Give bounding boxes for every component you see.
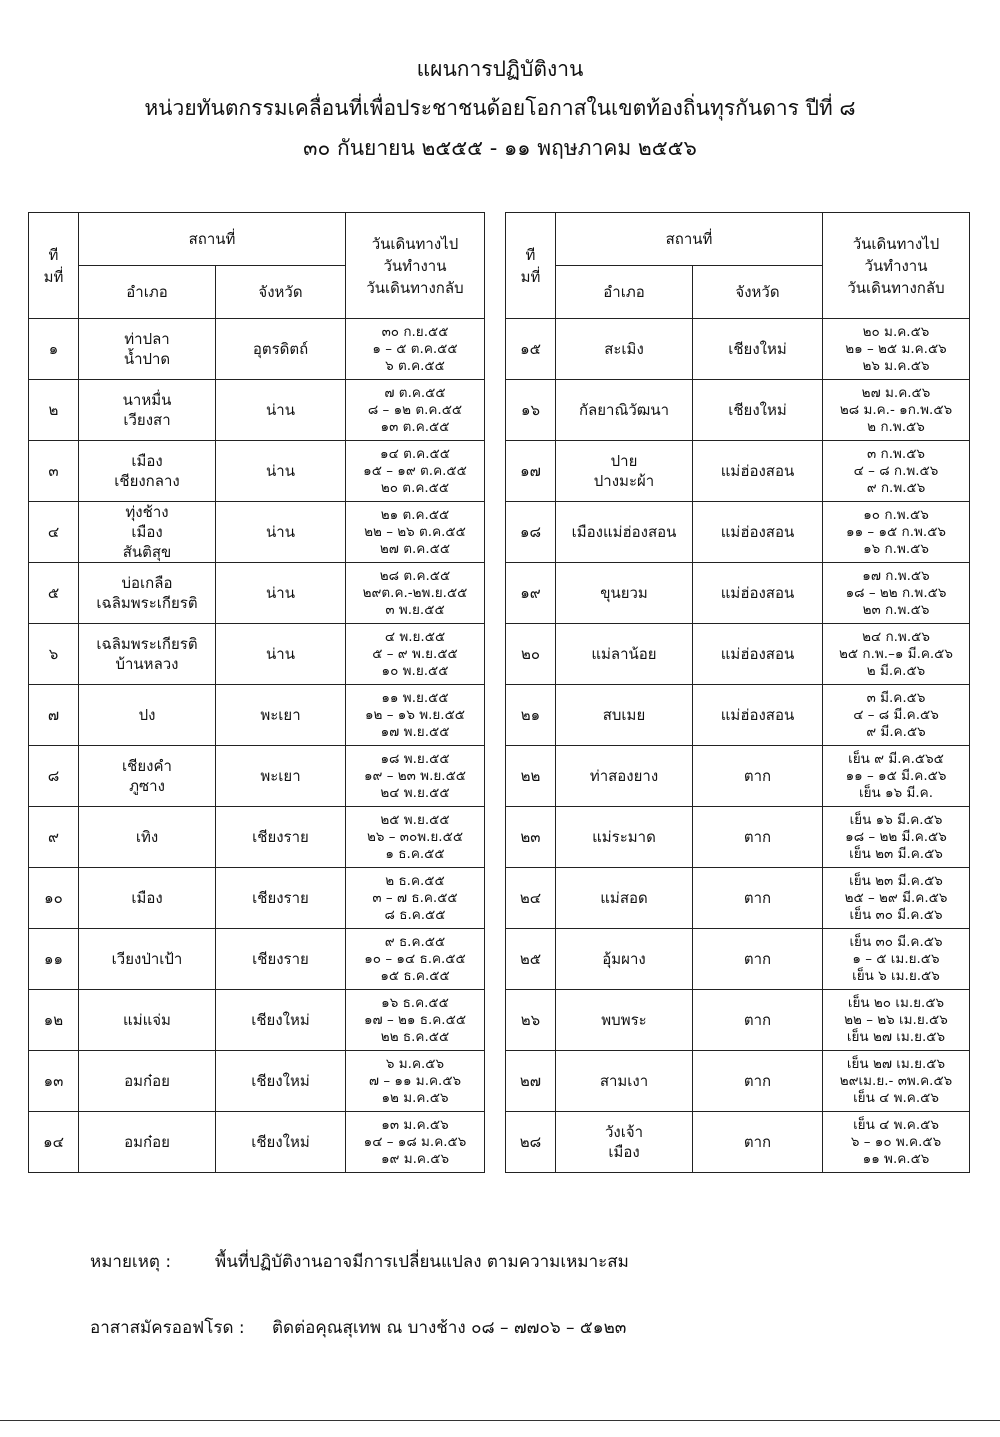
district-cell: เทิง xyxy=(79,807,216,868)
date-go: ๑๗ ก.พ.๕๖ xyxy=(862,567,930,584)
province-cell: พะเยา xyxy=(216,746,346,807)
date-go: ๑๑ พ.ย.๕๕ xyxy=(381,689,449,706)
table-row xyxy=(29,624,485,685)
district-cell: ขุนยวม xyxy=(556,563,693,624)
district-cell: กัลยาณิวัฒนา xyxy=(556,380,693,441)
table-row xyxy=(506,868,970,929)
date-go: ๑๐ ก.พ.๕๖ xyxy=(863,506,929,523)
table-row xyxy=(29,807,485,868)
team-number: ๕ xyxy=(29,563,79,624)
district-cell: อมก๋อย xyxy=(79,1112,216,1173)
dates-cell xyxy=(823,319,970,380)
team-number: ๒๑ xyxy=(506,685,556,746)
dates-cell xyxy=(346,502,485,563)
date-work: ๔ – ๘ มี.ค.๕๖ xyxy=(853,706,939,723)
date-go: ๑๓ ม.ค.๕๖ xyxy=(381,1116,449,1133)
date-back: ๒๓ ก.พ.๕๖ xyxy=(862,601,930,618)
schedule-table-left xyxy=(28,212,485,1173)
date-back: ๘ ธ.ค.๕๕ xyxy=(384,906,446,923)
dates-cell xyxy=(823,929,970,990)
table-row xyxy=(29,502,485,563)
header-province: จังหวัด xyxy=(693,266,823,319)
remark-text: พื้นที่ปฏิบัติงานอาจมีการเปลี่ยนแปลง ตามความเหมาะสม xyxy=(215,1252,629,1272)
dates-cell xyxy=(823,685,970,746)
province-cell: น่าน xyxy=(216,380,346,441)
team-number: ๔ xyxy=(29,502,79,563)
dates-cell xyxy=(346,319,485,380)
team-number: ๗ xyxy=(29,685,79,746)
date-work: ๑๑ – ๑๕ ก.พ.๕๖ xyxy=(846,523,946,540)
province-cell: น่าน xyxy=(216,441,346,502)
dates-cell xyxy=(823,1051,970,1112)
date-back: ๑ ธ.ค.๕๕ xyxy=(385,845,445,862)
remark-label: หมายเหตุ : xyxy=(90,1252,172,1272)
dates-cell xyxy=(823,441,970,502)
header-district: อำเภอ xyxy=(556,266,693,319)
header-place: สถานที่ xyxy=(79,213,346,266)
dates-cell xyxy=(823,380,970,441)
table-row xyxy=(506,1051,970,1112)
district-cell: ท่าสองยาง xyxy=(556,746,693,807)
district-cell: สะเมิง xyxy=(556,319,693,380)
team-number: ๒๐ xyxy=(506,624,556,685)
team-number: ๖ xyxy=(29,624,79,685)
table-row xyxy=(506,441,970,502)
dates-cell xyxy=(346,929,485,990)
district-cell: แม่สอด xyxy=(556,868,693,929)
dates-cell xyxy=(823,563,970,624)
date-back: ๑๖ ก.พ.๕๖ xyxy=(863,540,929,557)
date-work: ๒๕ ก.พ.–๑ มี.ค.๕๖ xyxy=(839,645,953,662)
table-row xyxy=(29,929,485,990)
table-row xyxy=(506,990,970,1051)
province-cell: แม่ฮ่องสอน xyxy=(693,441,823,502)
date-work: ๒๒ – ๒๖ ต.ค.๕๕ xyxy=(364,523,466,540)
volunteer-label: อาสาสมัครออฟโรด : xyxy=(90,1318,245,1338)
date-back: ๑๓ ต.ค.๕๕ xyxy=(380,418,450,435)
dates-cell xyxy=(823,502,970,563)
date-back: ๒๔ พ.ย.๕๕ xyxy=(380,784,450,801)
team-number: ๙ xyxy=(29,807,79,868)
table-row xyxy=(29,746,485,807)
date-go: ๒๐ ม.ค.๕๖ xyxy=(862,323,930,340)
district-cell: พบพระ xyxy=(556,990,693,1051)
date-work: ๑๑ – ๑๕ มี.ค.๕๖ xyxy=(845,767,947,784)
doc-title-line3: ๓๐ กันยายน ๒๕๕๕ - ๑๑ พฤษภาคม ๒๕๕๖ xyxy=(303,136,697,160)
date-go: ๖ ม.ค.๕๖ xyxy=(385,1055,445,1072)
team-number: ๑๗ xyxy=(506,441,556,502)
date-back: เย็น ๑๖ มี.ค. xyxy=(859,784,933,801)
table-row xyxy=(29,380,485,441)
date-go: เย็น ๓๐ มี.ค.๕๖ xyxy=(849,933,943,950)
date-go: ๓ ก.พ.๕๖ xyxy=(867,445,925,462)
district-cell: แม่แจ่ม xyxy=(79,990,216,1051)
date-go: ๒๔ ก.พ.๕๖ xyxy=(862,628,930,645)
dates-cell xyxy=(346,624,485,685)
date-back: ๓ พ.ย.๕๕ xyxy=(385,601,445,618)
team-number: ๓ xyxy=(29,441,79,502)
date-work: ๒๘ ม.ค.- ๑ก.พ.๕๖ xyxy=(839,401,953,418)
doc-title-line2: หน่วยทันตกรรมเคลื่อนที่เพื่อประชาชนด้อยโอกาสในเขตท้องถิ่นทุรกันดาร ปีที่ ๘ xyxy=(144,96,856,120)
date-go: เย็น ๒๗ เม.ย.๕๖ xyxy=(846,1055,946,1072)
province-cell: ตาก xyxy=(693,1051,823,1112)
province-cell: ตาก xyxy=(693,990,823,1051)
date-back: ๒๖ ม.ค.๕๖ xyxy=(862,357,930,374)
date-work: ๒๖ – ๓๐พ.ย.๕๕ xyxy=(366,828,464,845)
table-row xyxy=(506,502,970,563)
table-row xyxy=(29,563,485,624)
dates-cell xyxy=(346,1112,485,1173)
province-cell: น่าน xyxy=(216,502,346,563)
district-cell: บ่อเกลือ เฉลิมพระเกียรติ xyxy=(79,563,216,624)
date-work: ๑๔ – ๑๘ ม.ค.๕๖ xyxy=(363,1133,467,1150)
province-cell: เชียงราย xyxy=(216,807,346,868)
header-place: สถานที่ xyxy=(556,213,823,266)
header-district: อำเภอ xyxy=(79,266,216,319)
province-cell: พะเยา xyxy=(216,685,346,746)
dates-cell xyxy=(346,990,485,1051)
district-cell: สามเงา xyxy=(556,1051,693,1112)
province-cell: เชียงใหม่ xyxy=(693,319,823,380)
province-cell: ตาก xyxy=(693,807,823,868)
date-go: เย็น ๒๓ มี.ค.๕๖ xyxy=(849,872,943,889)
date-work: ๒๑ – ๒๕ ม.ค.๕๖ xyxy=(845,340,947,357)
table-row xyxy=(29,685,485,746)
schedule-table-right xyxy=(505,212,970,1173)
date-work: ๑๘ – ๒๒ มี.ค.๕๖ xyxy=(845,828,947,845)
date-work: ๗ – ๑๑ ม.ค.๕๖ xyxy=(368,1072,462,1089)
header-dates: วันเดินทางไป วันทำงาน วันเดินทางกลับ xyxy=(346,213,485,319)
dates-cell xyxy=(346,380,485,441)
dates-cell xyxy=(346,868,485,929)
date-work: ๘ – ๑๒ ต.ค.๕๕ xyxy=(367,401,463,418)
header-province: จังหวัด xyxy=(216,266,346,319)
province-cell: ตาก xyxy=(693,929,823,990)
date-go: ๒ ธ.ค.๕๕ xyxy=(385,872,445,889)
province-cell: เชียงใหม่ xyxy=(216,1112,346,1173)
province-cell: แม่ฮ่องสอน xyxy=(693,624,823,685)
dates-cell xyxy=(346,1051,485,1112)
district-cell: เมือง เชียงกลาง xyxy=(79,441,216,502)
date-back: เย็น ๔ พ.ค.๕๖ xyxy=(853,1089,939,1106)
header-dates: วันเดินทางไป วันทำงาน วันเดินทางกลับ xyxy=(823,213,970,319)
date-work: ๒๕ – ๒๙ มี.ค.๕๖ xyxy=(844,889,948,906)
province-cell: อุตรดิตถ์ xyxy=(216,319,346,380)
table-row xyxy=(506,563,970,624)
dates-cell xyxy=(346,807,485,868)
table-row xyxy=(506,380,970,441)
table-row xyxy=(29,1112,485,1173)
team-number: ๒๘ xyxy=(506,1112,556,1173)
date-back: ๑๒ ม.ค.๕๖ xyxy=(381,1089,449,1106)
team-number: ๑๕ xyxy=(506,319,556,380)
date-back: เย็น ๒๓ มี.ค.๕๖ xyxy=(849,845,943,862)
district-cell: อุ้มผาง xyxy=(556,929,693,990)
date-go: ๑๖ ธ.ค.๕๕ xyxy=(381,994,449,1011)
table-row xyxy=(29,990,485,1051)
volunteer-text: ติดต่อคุณสุเทพ ณ บางช้าง ๐๘ – ๗๗๐๖ – ๕๑๒๓ xyxy=(272,1318,627,1338)
date-go: ๙ ธ.ค.๕๕ xyxy=(384,933,446,950)
date-go: ๑๘ พ.ย.๕๕ xyxy=(380,750,450,767)
dates-cell xyxy=(823,990,970,1051)
date-work: ๒๒ – ๒๖ เม.ย.๕๖ xyxy=(844,1011,948,1028)
district-cell: สบเมย xyxy=(556,685,693,746)
province-cell: แม่ฮ่องสอน xyxy=(693,563,823,624)
header-team: ที มที่ xyxy=(506,213,556,319)
dates-cell xyxy=(823,746,970,807)
province-cell: เชียงใหม่ xyxy=(216,990,346,1051)
date-work: ๑ – ๕ เม.ย.๕๖ xyxy=(852,950,940,967)
district-cell: ทุ่งช้าง เมือง สันติสุข xyxy=(79,502,216,563)
district-cell: เชียงคำ ภูซาง xyxy=(79,746,216,807)
team-number: ๑๓ xyxy=(29,1051,79,1112)
table-row xyxy=(29,441,485,502)
date-back: ๑๑ พ.ค.๕๖ xyxy=(862,1150,930,1167)
district-cell: เฉลิมพระเกียรติ บ้านหลวง xyxy=(79,624,216,685)
province-cell: ตาก xyxy=(693,1112,823,1173)
table-row xyxy=(506,807,970,868)
dates-cell xyxy=(823,624,970,685)
dates-cell xyxy=(823,807,970,868)
date-work: ๑๗ – ๒๑ ธ.ค.๕๕ xyxy=(363,1011,467,1028)
date-go: เย็น ๒๐ เม.ย.๕๖ xyxy=(847,994,945,1011)
province-cell: น่าน xyxy=(216,563,346,624)
team-number: ๒ xyxy=(29,380,79,441)
district-cell: อมก๋อย xyxy=(79,1051,216,1112)
team-number: ๑๙ xyxy=(506,563,556,624)
table-row xyxy=(506,929,970,990)
province-cell: เชียงราย xyxy=(216,868,346,929)
team-number: ๒๓ xyxy=(506,807,556,868)
table-row xyxy=(29,319,485,380)
date-back: ๒๗ ต.ค.๕๕ xyxy=(379,540,451,557)
date-back: ๒๐ ต.ค.๕๕ xyxy=(380,479,450,496)
date-work: ๑๒ – ๑๖ พ.ย.๕๕ xyxy=(364,706,466,723)
dates-cell xyxy=(823,868,970,929)
date-back: เย็น ๒๗ เม.ย.๕๖ xyxy=(846,1028,946,1045)
team-number: ๑๐ xyxy=(29,868,79,929)
date-go: เย็น ๑๖ มี.ค.๕๖ xyxy=(849,811,943,828)
province-cell: เชียงราย xyxy=(216,929,346,990)
dates-cell xyxy=(823,1112,970,1173)
date-go: ๒๘ ต.ค.๕๕ xyxy=(379,567,451,584)
date-work: ๒๙เม.ย.- ๓พ.ค.๕๖ xyxy=(839,1072,953,1089)
date-back: ๒ มี.ค.๕๖ xyxy=(866,662,926,679)
province-cell: ตาก xyxy=(693,746,823,807)
date-go: ๗ ต.ค.๕๕ xyxy=(384,384,446,401)
province-cell: เชียงใหม่ xyxy=(693,380,823,441)
team-number: ๒๗ xyxy=(506,1051,556,1112)
date-work: ๔ – ๘ ก.พ.๕๖ xyxy=(853,462,939,479)
district-cell: แม่ลาน้อย xyxy=(556,624,693,685)
dates-cell xyxy=(346,685,485,746)
district-cell: เวียงป่าเป้า xyxy=(79,929,216,990)
table-row xyxy=(506,319,970,380)
table-row xyxy=(506,685,970,746)
date-back: ๒๒ ธ.ค.๕๕ xyxy=(380,1028,450,1045)
date-work: ๕ – ๙ พ.ย.๕๕ xyxy=(372,645,458,662)
team-number: ๑๑ xyxy=(29,929,79,990)
date-back: ๒ ก.พ.๕๖ xyxy=(867,418,925,435)
team-number: ๑๔ xyxy=(29,1112,79,1173)
table-row xyxy=(29,1051,485,1112)
date-back: ๙ มี.ค.๕๖ xyxy=(866,723,926,740)
date-go: ๑๔ ต.ค.๕๕ xyxy=(380,445,450,462)
date-go: ๓๐ ก.ย.๕๕ xyxy=(381,323,449,340)
date-back: ๑๙ ม.ค.๕๖ xyxy=(380,1150,450,1167)
province-cell: เชียงใหม่ xyxy=(216,1051,346,1112)
team-number: ๑๒ xyxy=(29,990,79,1051)
province-cell: แม่ฮ่องสอน xyxy=(693,685,823,746)
dates-cell xyxy=(346,563,485,624)
date-work: ๑ – ๕ ต.ค.๕๕ xyxy=(372,340,458,357)
team-number: ๑๖ xyxy=(506,380,556,441)
date-work: ๓ – ๗ ธ.ค.๕๕ xyxy=(372,889,458,906)
date-go: ๓ มี.ค.๕๖ xyxy=(866,689,926,706)
team-number: ๑ xyxy=(29,319,79,380)
table-row xyxy=(506,1112,970,1173)
date-back: ๖ ต.ค.๕๕ xyxy=(385,357,445,374)
page-bottom-rule xyxy=(0,1420,1000,1421)
district-cell: ปง xyxy=(79,685,216,746)
team-number: ๘ xyxy=(29,746,79,807)
province-cell: ตาก xyxy=(693,868,823,929)
team-number: ๒๕ xyxy=(506,929,556,990)
table-row xyxy=(506,624,970,685)
district-cell: เมืองแม่ฮ่องสอน xyxy=(556,502,693,563)
team-number: ๒๔ xyxy=(506,868,556,929)
doc-title-line1: แผนการปฏิบัติงาน xyxy=(416,57,584,81)
province-cell: แม่ฮ่องสอน xyxy=(693,502,823,563)
dates-cell xyxy=(346,746,485,807)
district-cell: นาหมื่น เวียงสา xyxy=(79,380,216,441)
dates-cell xyxy=(346,441,485,502)
province-cell: น่าน xyxy=(216,624,346,685)
date-work: ๑๙ – ๒๓ พ.ย.๕๕ xyxy=(363,767,467,784)
date-go: เย็น ๙ มี.ค.๕๖๕ xyxy=(848,750,944,767)
date-work: ๑๕ – ๑๙ ต.ค.๕๕ xyxy=(363,462,467,479)
date-back: ๑๗ พ.ย.๕๕ xyxy=(380,723,450,740)
date-back: ๑๐ พ.ย.๕๕ xyxy=(381,662,449,679)
team-number: ๒๖ xyxy=(506,990,556,1051)
date-work: ๑๘ – ๒๒ ก.พ.๕๖ xyxy=(845,584,947,601)
date-go: ๒๕ พ.ย.๕๕ xyxy=(380,811,450,828)
date-back: เย็น ๓๐ มี.ค.๕๖ xyxy=(849,906,943,923)
table-row xyxy=(506,746,970,807)
team-number: ๑๘ xyxy=(506,502,556,563)
date-go: ๔ พ.ย.๕๕ xyxy=(384,628,446,645)
date-go: ๒๑ ต.ค.๕๕ xyxy=(380,506,450,523)
district-cell: แม่ระมาด xyxy=(556,807,693,868)
date-back: ๙ ก.พ.๕๖ xyxy=(866,479,926,496)
table-row xyxy=(29,868,485,929)
date-work: ๒๙ต.ค.-๒พ.ย.๕๕ xyxy=(362,584,468,601)
district-cell: วังเจ้า เมือง xyxy=(556,1112,693,1173)
date-back: เย็น ๖ เม.ย.๕๖ xyxy=(852,967,940,984)
date-work: ๖ – ๑๐ พ.ค.๕๖ xyxy=(850,1133,942,1150)
header-team: ที มที่ xyxy=(29,213,79,319)
date-back: ๑๕ ธ.ค.๕๕ xyxy=(380,967,450,984)
date-work: ๑๐ – ๑๔ ธ.ค.๕๕ xyxy=(364,950,466,967)
team-number: ๒๒ xyxy=(506,746,556,807)
district-cell: ปาย ปางมะผ้า xyxy=(556,441,693,502)
date-go: ๒๗ ม.ค.๕๖ xyxy=(861,384,931,401)
district-cell: เมือง xyxy=(79,868,216,929)
district-cell: ท่าปลา น้ำปาด xyxy=(79,319,216,380)
date-go: เย็น ๔ พ.ค.๕๖ xyxy=(853,1116,939,1133)
